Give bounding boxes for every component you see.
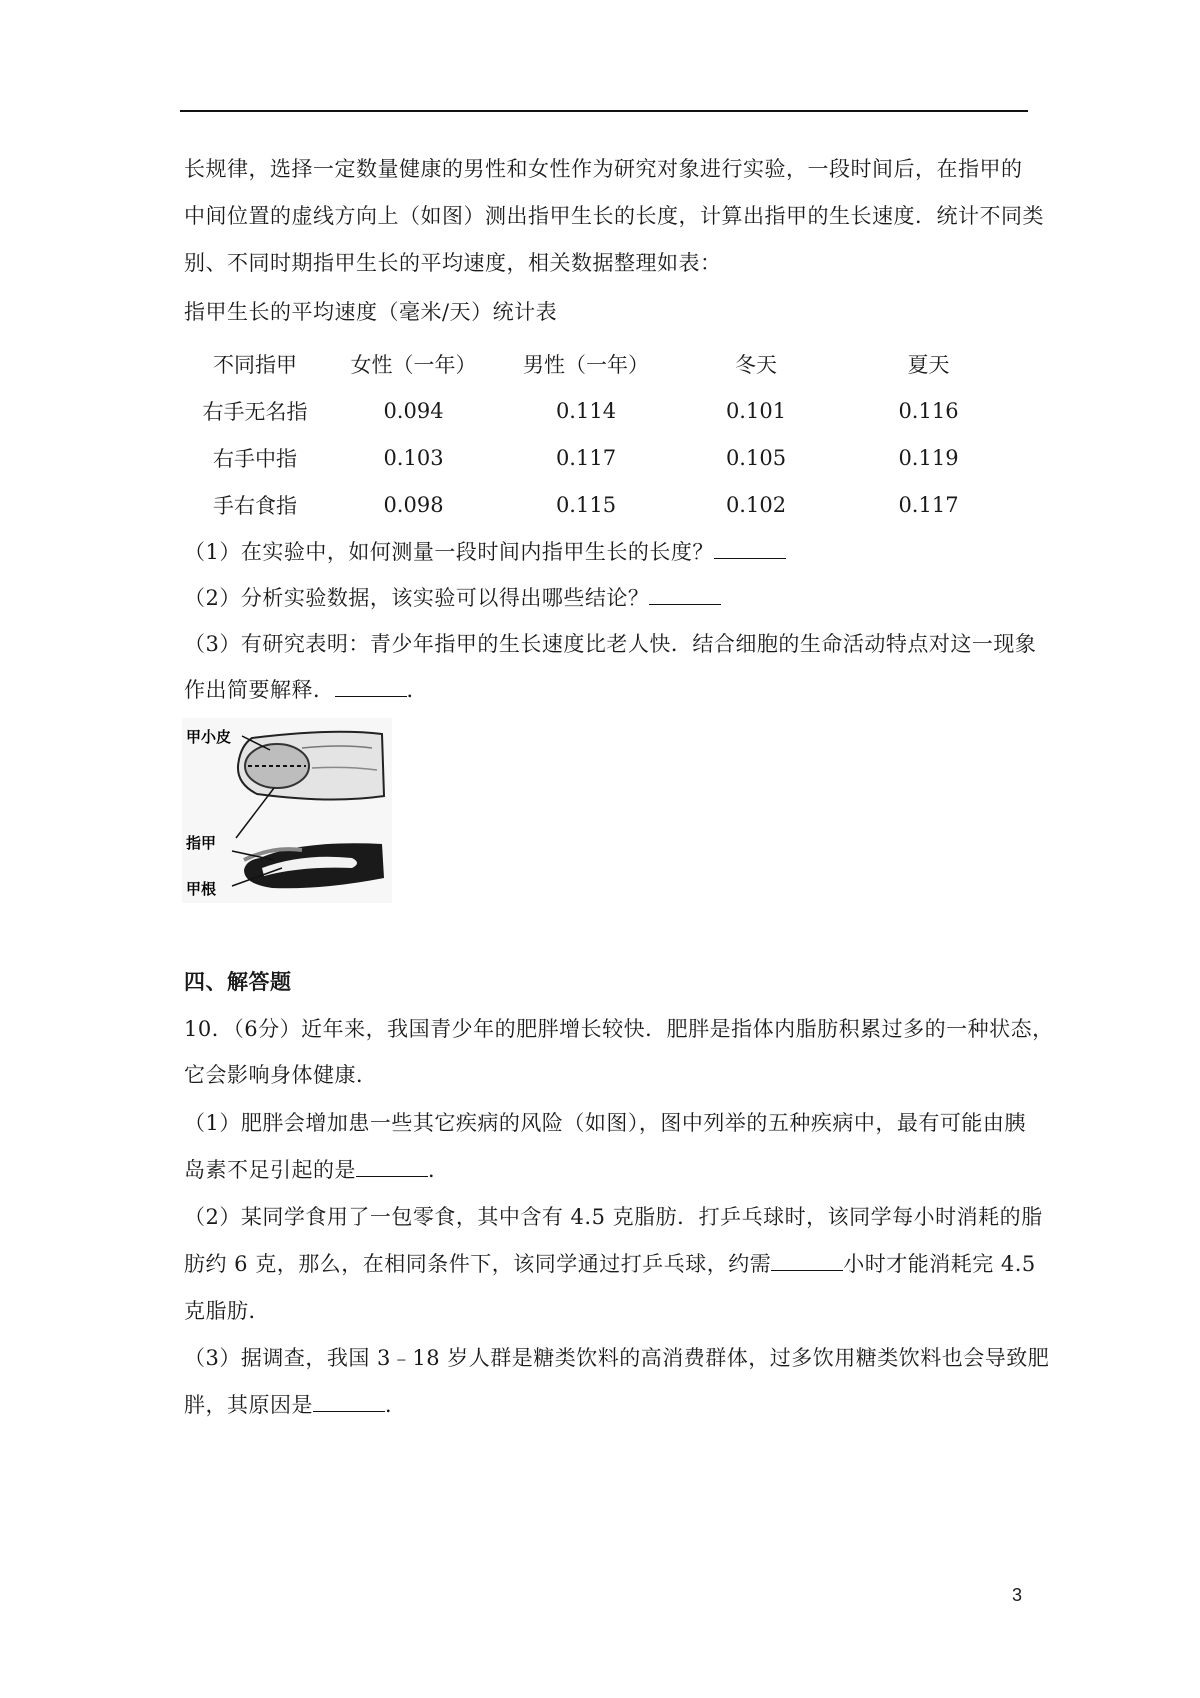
table-cell: 0.116 [898, 398, 959, 423]
q10-sub3-line1: （3）据调查，我国 3﹣18 岁人群是糖类饮料的高消费群体，过多饮用糖类饮料也会导致肥 [184, 1346, 1050, 1370]
fingernail-diagram [182, 718, 392, 903]
q10-sub2-line2 [184, 1248, 1036, 1280]
period: ． [385, 1393, 407, 1417]
label-nail-root: 甲根 [186, 880, 217, 898]
period: ． [428, 1158, 450, 1182]
table-cell: 0.115 [555, 492, 617, 517]
answer-blank[interactable] [356, 1156, 428, 1177]
answer-blank[interactable] [335, 676, 407, 697]
table-cell: 0.098 [383, 492, 444, 517]
growth-rate-table [184, 340, 1024, 528]
table-row [184, 481, 1024, 528]
q9-sub3-line1: （3）有研究表明：青少年指甲的生长速度比老人快．结合细胞的生命活动特点对这一现象 [184, 632, 1037, 656]
q9-sub3-text: 作出简要解释． [184, 678, 335, 702]
answer-blank[interactable] [771, 1250, 843, 1271]
intro-line-2: 中间位置的虚线方向上（如图）测出指甲生长的长度，计算出指甲的生长速度．统计不同类 [184, 204, 1044, 228]
table-cell: 0.105 [725, 445, 787, 470]
intro-line-1: 长规律，选择一定数量健康的男性和女性作为研究对象进行实验，一段时间后，在指甲的 [184, 157, 1023, 181]
page-number: 3 [1012, 1585, 1023, 1605]
q10-sub1-text: 岛素不足引起的是 [184, 1158, 356, 1182]
table-header: 女性（一年） [350, 352, 477, 377]
label-cuticle: 甲小皮 [186, 728, 232, 746]
table-cell: 0.103 [383, 445, 444, 470]
q9-sub1 [184, 536, 1024, 568]
period: ． [406, 678, 428, 702]
q9-sub3-line2 [184, 674, 1024, 706]
q10-sub3-text: 胖，其原因是 [184, 1393, 313, 1417]
answer-blank[interactable] [649, 584, 721, 605]
q10-line2: 它会影响身体健康． [184, 1063, 378, 1087]
q10-sub2-text-tail: 小时才能消耗完 4.5 [843, 1252, 1036, 1276]
table-cell: 0.119 [898, 445, 959, 470]
intro-line-3: 别、不同时期指甲生长的平均速度，相关数据整理如表： [184, 251, 722, 275]
table-cell: 右手中指 [213, 446, 297, 471]
table-cell: 0.117 [898, 492, 959, 517]
table-cell: 0.117 [555, 445, 617, 470]
table-cell: 手右食指 [213, 493, 297, 518]
answer-blank[interactable] [714, 538, 786, 559]
table-cell: 0.114 [555, 398, 617, 423]
table-cell: 0.102 [725, 492, 787, 517]
q10-sub1-line2 [184, 1154, 1024, 1186]
answer-blank[interactable] [313, 1391, 385, 1412]
q10-sub2-line3: 克脂肪． [184, 1299, 270, 1323]
table-cell: 右手无名指 [202, 399, 308, 424]
table-header-row [184, 340, 1024, 387]
table-header: 不同指甲 [213, 352, 297, 377]
q10-line1: 10．（6分）近年来，我国青少年的肥胖增长较快．肥胖是指体内脂肪积累过多的一种状态， [184, 1017, 1054, 1041]
table-cell: 0.094 [383, 398, 444, 423]
table-row [184, 387, 1024, 434]
q10-sub2-line1: （2）某同学食用了一包零食，其中含有 4.5 克脂肪．打乒乓球时，该同学每小时消耗的脂 [184, 1205, 1043, 1229]
q10-sub3-line2 [184, 1389, 1024, 1421]
table-cell: 0.101 [725, 398, 787, 423]
header-rule [180, 110, 1028, 112]
q9-sub2 [184, 582, 1024, 614]
q9-sub1-text: （1）在实验中，如何测量一段时间内指甲生长的长度？ [184, 540, 714, 564]
section-heading: 四、解答题 [184, 970, 292, 994]
table-row [184, 434, 1024, 481]
label-nail: 指甲 [186, 834, 217, 852]
q10-sub1-line1: （1）肥胖会增加患一些其它疾病的风险（如图），图中列举的五种疾病中，最有可能由胰 [184, 1111, 1026, 1135]
table-title: 指甲生长的平均速度（毫米/天）统计表 [184, 300, 558, 324]
q10-sub2-text: 肪约 6 克，那么，在相同条件下，该同学通过打乒乓球，约需 [184, 1252, 772, 1276]
q9-sub2-text: （2）分析实验数据，该实验可以得出哪些结论？ [184, 586, 650, 610]
table-header: 夏天 [907, 352, 950, 377]
table-header: 冬天 [735, 352, 777, 377]
table-header: 男性（一年） [523, 352, 649, 377]
